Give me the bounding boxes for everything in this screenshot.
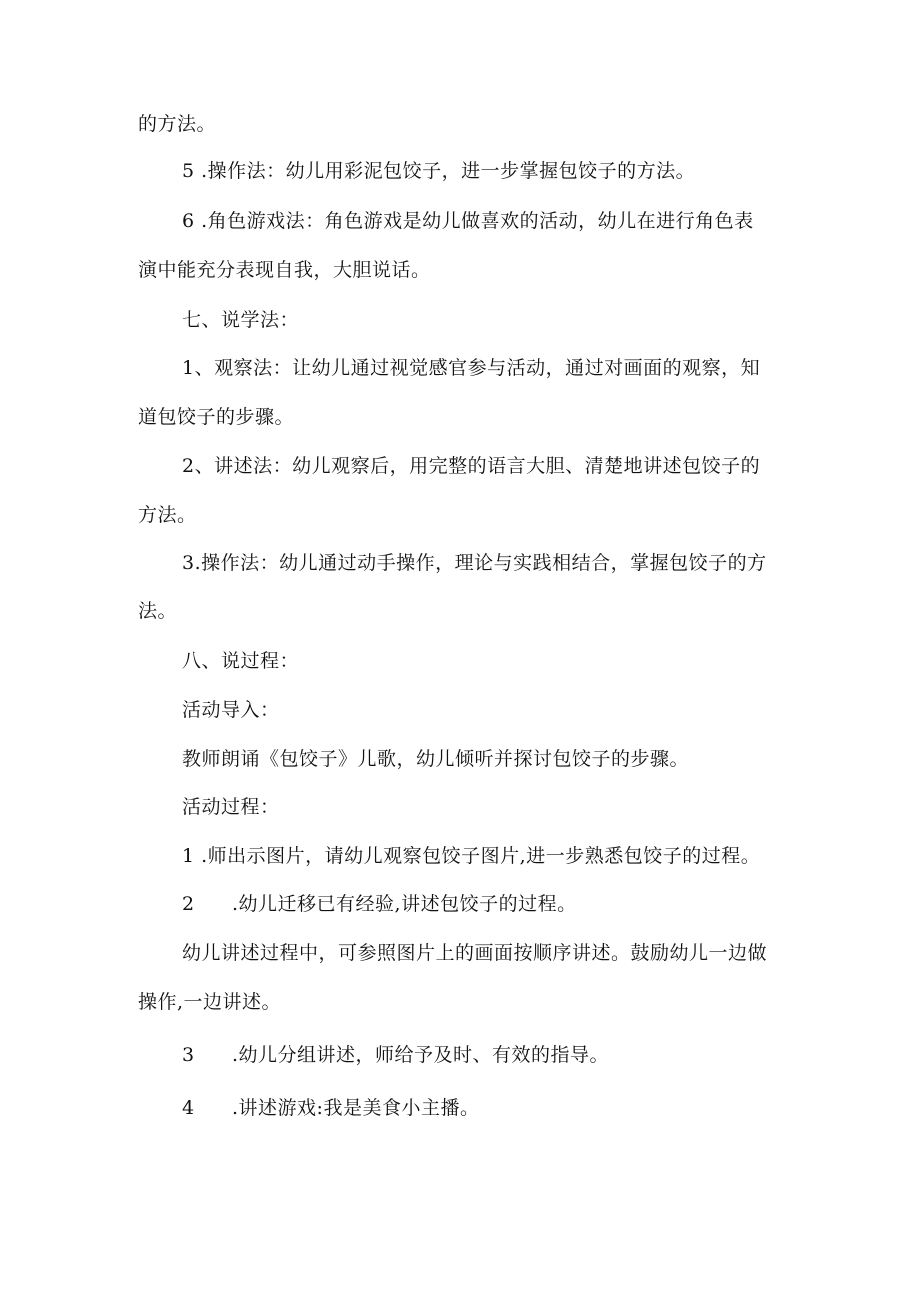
text-line: 操作,一边讲述。: [138, 991, 282, 1013]
text-line: 教师朗诵《包饺子》儿歌，幼儿倾听并探讨包饺子的步骤。: [182, 748, 690, 770]
text-line: 1 .师出示图片，请幼儿观察包饺子图片,进一步熟悉包饺子的过程。: [182, 845, 761, 867]
text-line: 道包饺子的步骤。: [138, 406, 295, 428]
text-line: 3.操作法：幼儿通过动手操作，理论与实践相结合，掌握包饺子的方: [182, 552, 767, 574]
text-line: .讲述游戏:我是美食小主播。: [232, 1097, 480, 1119]
text-line: 活动过程：: [182, 796, 280, 818]
section-heading: 七、说学法：: [182, 309, 300, 331]
text-line: .幼儿分组讲述，师给予及时、有效的指导。: [232, 1044, 610, 1066]
text-line: 演中能充分表现自我，大胆说话。: [138, 259, 431, 281]
list-number: 2: [182, 893, 195, 915]
text-line: 1、观察法：让幼儿通过视觉感官参与活动，通过对画面的观察，知: [182, 357, 761, 379]
text-line: .幼儿迁移已有经验,讲述包饺子的过程。: [232, 893, 577, 915]
list-number: 3: [182, 1044, 195, 1066]
text-line: 方法。: [138, 504, 197, 526]
text-line: 幼儿讲述过程中，可参照图片上的画面按顺序讲述。鼓励幼儿一边做: [182, 942, 768, 964]
text-line: 5 .操作法：幼儿用彩泥包饺子，进一步掌握包饺子的方法。: [182, 160, 696, 182]
text-line: 活动导入：: [182, 699, 280, 721]
text-line: 2、讲述法：幼儿观察后，用完整的语言大胆、清楚地讲述包饺子的: [182, 455, 761, 477]
section-heading: 八、说过程：: [182, 650, 300, 672]
text-line: 法。: [138, 600, 178, 622]
text-line: 的方法。: [138, 113, 217, 135]
list-number: 4: [182, 1097, 195, 1119]
text-line: 6 .角色游戏法：角色游戏是幼儿做喜欢的活动，幼儿在进行角色表: [182, 210, 754, 232]
